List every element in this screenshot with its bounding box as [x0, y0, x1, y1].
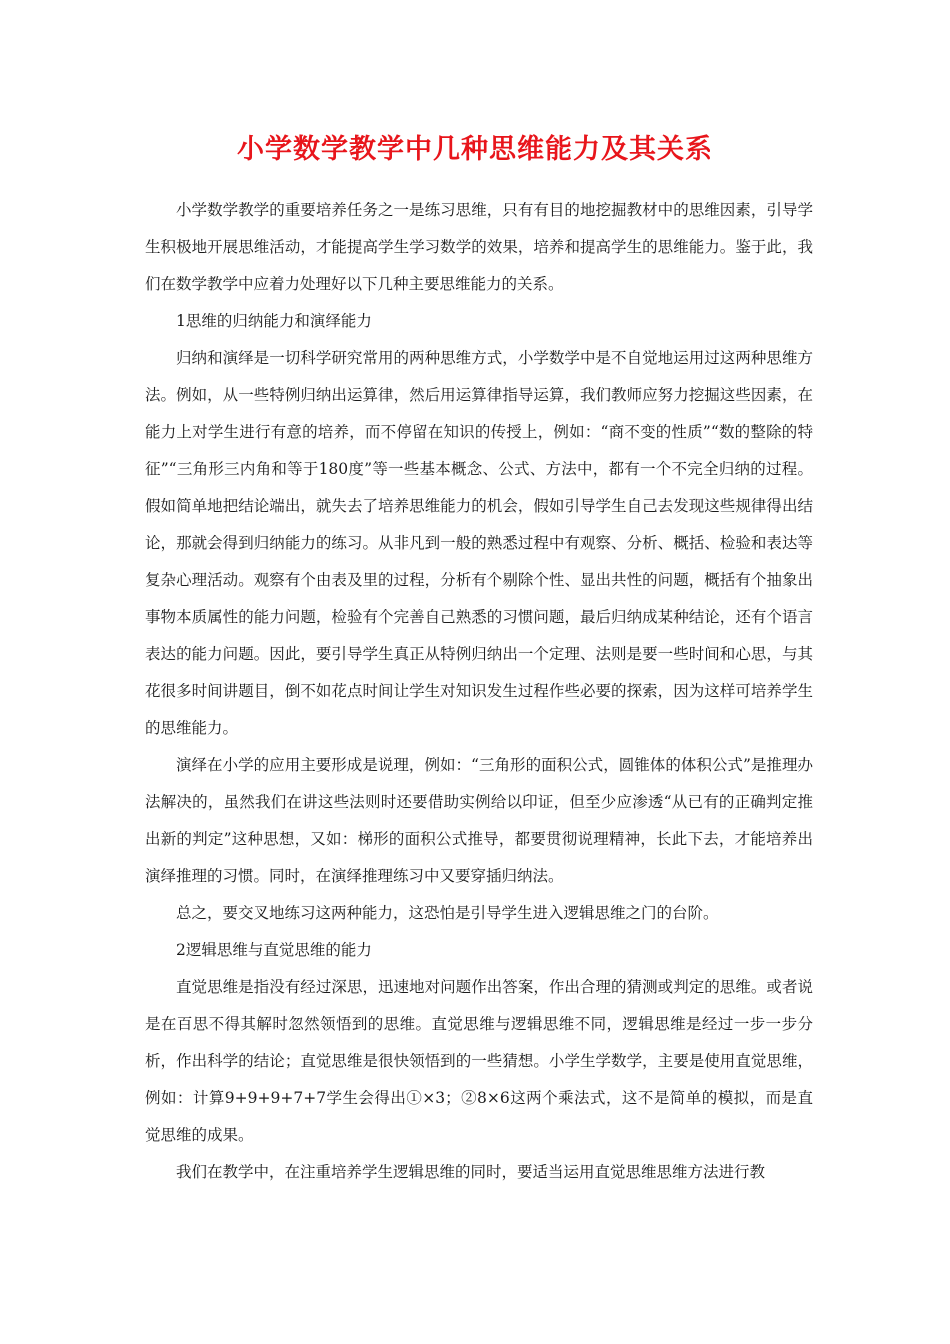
paragraph-summary: 总之，要交叉地练习这两种能力，这恐怕是引导学生进入逻辑思维之门的台阶。 [176, 904, 719, 922]
paragraph-induction: 归纳和演绎是一切科学研究常用的两种思维方式，小学数学中是不自觉地运用过这两种思维方法。例如，从一些特例归纳出运算律，然后用运算律指导运算，我们教师应努力挖掘这些因素，在能力上对学生进行有意的培养，而不停留在知识的传授上，例如：“商不变的性质”“数的整除的特征”“三角形三内角和等于180度”等一些基本概念、公式、方法中，都有一个不完全归纳的过程。假如简单地把结论端出，就失去了培养思维能力的机会，假如引导学生自己去发现这些规律得出结论，那就会得到归纳能力的练习。从非凡到一般的熟悉过程中有观察、分析、概括、检验和表达等复杂心理活动。观察有个由表及里的过程，分析有个剔除个性、显出共性的问题，概括有个抽象出事物本质属性的能力问题，检验有个完善自己熟悉的习惯问题，最后归纳成某种结论，还有个语言表达的能力问题。因此，要引导学生真正从特例归纳出一个定理、法则是要一些时间和心思，与其花很多时间讲题目，倒不如花点时间让学生对知识发生过程作些必要的探索，因为这样可培养学生的思维能力。 [145, 349, 813, 737]
paragraph-deduction: 演绎在小学的应用主要形成是说理，例如：“三角形的面积公式，圆锥体的体积公式”是推理办法解决的，虽然我们在讲这些法则时还要借助实例给以印证，但至少应渗透“从已有的正确判定推出新的判定”这种思想，又如：梯形的面积公式推导，都要贯彻说理精神，长此下去，才能培养出演绎推理的习惯。同时，在演绎推理练习中又要穿插归纳法。 [145, 756, 813, 885]
document-title: 小学数学教学中几种思维能力及其关系 [237, 134, 713, 165]
document-body [145, 192, 813, 1191]
paragraph-intuition: 直觉思维是指没有经过深思，迅速地对问题作出答案，作出合理的猜测或判定的思维。或者说是在百思不得其解时忽然领悟到的思维。直觉思维与逻辑思维不同，逻辑思维是经过一步一步分析，作出科学的结论；直觉思维是很快领悟到的一些猜想。小学生学数学，主要是使用直觉思维，例如：计算9+9+9+7+7学生会得出①×3；②8×6这两个乘法式，这不是简单的模拟，而是直觉思维的成果。 [145, 978, 813, 1144]
section-heading-1: 1思维的归纳能力和演绎能力 [176, 312, 372, 330]
paragraph-teaching: 我们在教学中，在注重培养学生逻辑思维的同时，要适当运用直觉思维思维方法进行教 [176, 1163, 766, 1181]
paragraph-intro: 小学数学教学的重要培养任务之一是练习思维，只有有目的地挖掘教材中的思维因素，引导学生积极地开展思维活动，才能提高学生学习数学的效果，培养和提高学生的思维能力。鉴于此，我们在数学教学中应着力处理好以下几种主要思维能力的关系。 [145, 201, 813, 293]
section-heading-2: 2逻辑思维与直觉思维的能力 [176, 941, 372, 959]
